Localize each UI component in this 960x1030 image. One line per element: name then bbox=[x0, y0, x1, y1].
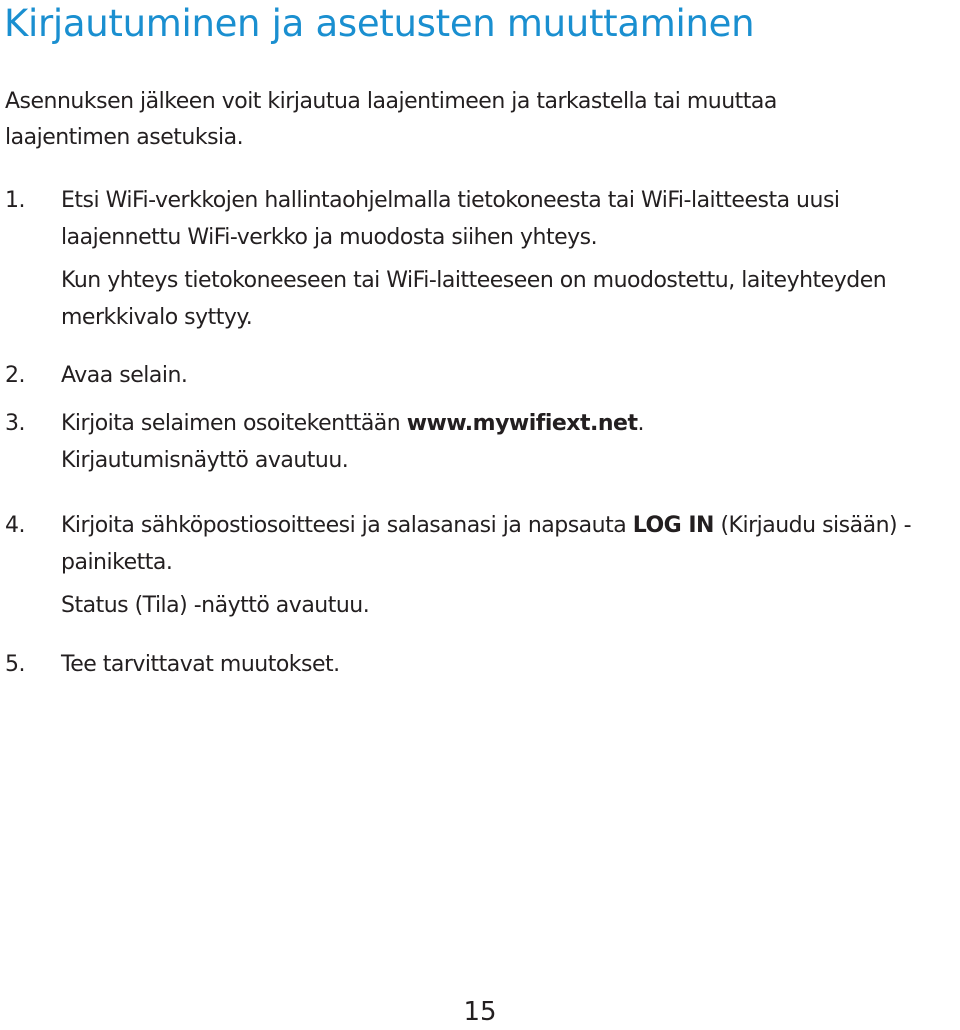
intro-paragraph: Asennuksen jälkeen voit kirjautua laajentimeen ja tarkastella tai muuttaa laajentimen asetuksia. bbox=[5, 89, 777, 150]
step-1 bbox=[5, 182, 960, 336]
step-number: 2. bbox=[5, 363, 25, 388]
step-text-part: Kirjoita sähköpostiosoitteesi ja salasanasi ja napsauta bbox=[61, 513, 633, 538]
step-text: Tee tarvittavat muutokset. bbox=[61, 652, 340, 677]
step-note: Kirjautumisnäyttö avautuu. bbox=[61, 448, 349, 473]
step-number: 1. bbox=[5, 188, 25, 213]
step-text: Etsi WiFi-verkkojen hallintaohjelmalla tietokoneesta tai WiFi-laitteesta uusi laajennettu WiFi-verkko ja muodosta siihen yhteys. bbox=[61, 188, 840, 250]
step-text: Avaa selain. bbox=[61, 363, 188, 388]
step-number: 3. bbox=[5, 411, 25, 436]
step-text bbox=[61, 405, 960, 442]
step-text-part: Kirjoita selaimen osoitekenttään bbox=[61, 411, 407, 436]
step-text bbox=[61, 507, 960, 581]
step-text-part: . bbox=[637, 411, 644, 436]
step-number: 4. bbox=[5, 513, 25, 538]
step-note: Kun yhteys tietokoneeseen tai WiFi-laitteeseen on muodostettu, laiteyhteyden merkkivalo syttyy. bbox=[61, 268, 887, 330]
step-4 bbox=[5, 507, 960, 624]
step-2 bbox=[5, 357, 960, 394]
page-title: Kirjautuminen ja asetusten muuttaminen bbox=[4, 2, 755, 45]
step-5 bbox=[5, 646, 960, 683]
page-number: 15 bbox=[463, 997, 497, 1027]
step-note: Status (Tila) -näyttö avautuu. bbox=[61, 593, 370, 618]
step-text-part: (Kirjaudu sisään) -painiketta. bbox=[61, 513, 912, 575]
step-3 bbox=[5, 405, 960, 479]
login-button-label: LOG IN bbox=[632, 513, 714, 538]
url-text: www.mywifiext.net bbox=[406, 411, 638, 436]
step-number: 5. bbox=[5, 652, 25, 677]
